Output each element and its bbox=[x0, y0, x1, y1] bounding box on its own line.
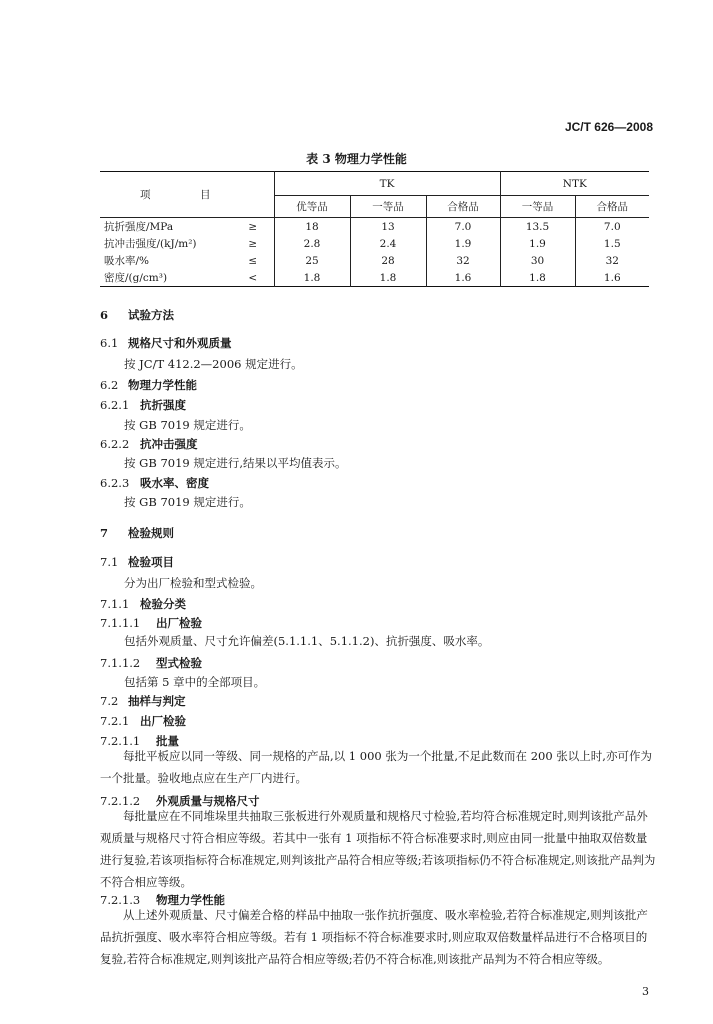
table-row bbox=[100, 269, 649, 287]
section-text-6-1: 按 JC/T 412.2—2006 规定进行。 bbox=[124, 357, 303, 371]
section-text-7-2-1-1: 每批平板应以同一等级、同一规格的产品,以 1 000 张为一个批量,不足此数而在 200 张以上时,亦可作为一个批量。验收地点应在生产厂内进行。 bbox=[100, 749, 652, 785]
section-text-7-1-1-1: 包括外观质量、尺寸允许偏差(5.1.1.1、5.1.1.2)、抗折强度、吸水率。 bbox=[124, 634, 490, 648]
table-row bbox=[100, 235, 649, 252]
section-heading-7-2-1-1: 7.2.1.1 批量 bbox=[100, 734, 179, 748]
row-symbol: ≤ bbox=[248, 254, 258, 267]
table-cell: 13 bbox=[350, 218, 426, 236]
row-name: 抗冲击强度/(kJ/m²) bbox=[104, 238, 197, 250]
section-heading-6: 6 试验方法 bbox=[100, 308, 174, 322]
table-cell: 1.9 bbox=[500, 235, 575, 252]
section-heading-7-2-1-2: 7.2.1.2 外观质量与规格尺寸 bbox=[100, 794, 260, 808]
row-name: 抗折强度/MPa bbox=[104, 221, 174, 233]
table-row bbox=[100, 218, 649, 236]
section-heading-7: 7 检验规则 bbox=[100, 526, 174, 540]
table-cell: 25 bbox=[274, 252, 350, 269]
group-header-ntk: NTK bbox=[500, 172, 649, 196]
section-heading-7-2: 7.2 抽样与判定 bbox=[100, 694, 186, 708]
table-cell: 28 bbox=[350, 252, 426, 269]
table-cell: 32 bbox=[426, 252, 500, 269]
row-name: 吸水率/% bbox=[104, 255, 150, 267]
sub-header: 合格品 bbox=[426, 196, 500, 218]
section-heading-6-2-2: 6.2.2 抗冲击强度 bbox=[100, 437, 198, 451]
section-heading-7-2-1: 7.2.1 出厂检验 bbox=[100, 714, 186, 728]
section-text-6-2-2: 按 GB 7019 规定进行,结果以平均值表示。 bbox=[124, 456, 347, 470]
section-heading-6-2: 6.2 物理力学性能 bbox=[100, 378, 197, 392]
row-symbol: ≥ bbox=[248, 220, 258, 233]
table-cell: 30 bbox=[500, 252, 575, 269]
column-header-item: 项 目 bbox=[100, 172, 274, 218]
page-number: 3 bbox=[642, 985, 649, 998]
section-text-7-1: 分为出厂检验和型式检验。 bbox=[124, 576, 262, 590]
table-cell: 7.0 bbox=[426, 218, 500, 236]
sub-header: 一等品 bbox=[350, 196, 426, 218]
table-cell: 2.8 bbox=[274, 235, 350, 252]
section-heading-7-2-1-3: 7.2.1.3 物理力学性能 bbox=[100, 893, 225, 907]
table-cell: 32 bbox=[575, 252, 649, 269]
section-heading-7-1-1-2: 7.1.1.2 型式检验 bbox=[100, 656, 202, 670]
row-symbol: < bbox=[248, 271, 258, 284]
table-cell: 2.4 bbox=[350, 235, 426, 252]
row-name: 密度/(g/cm³) bbox=[104, 272, 168, 284]
section-text-7-2-1-3: 从上述外观质量、尺寸偏差合格的样品中抽取一张作抗折强度、吸水率检验,若符合标准规定,则判该批产品抗折强度、吸水率符合相应等级。若有 1 项指标不符合标准要求时,则应取双倍数量样品进行不合格项目的复验,若符合标准规定,则判该批产品符合相应等级;若仍不符合标准,则该批产品判为不符合相应等级。 bbox=[100, 908, 648, 966]
section-heading-7-1-1-1: 7.1.1.1 出厂检验 bbox=[100, 616, 202, 630]
row-symbol: ≥ bbox=[248, 237, 258, 250]
section-heading-7-1-1: 7.1.1 检验分类 bbox=[100, 597, 186, 611]
section-heading-6-2-3: 6.2.3 吸水率、密度 bbox=[100, 476, 209, 490]
section-heading-7-1: 7.1 检验项目 bbox=[100, 555, 174, 569]
sub-header: 优等品 bbox=[274, 196, 350, 218]
table-cell: 7.0 bbox=[575, 218, 649, 236]
table-cell: 1.8 bbox=[350, 269, 426, 287]
table-row bbox=[100, 252, 649, 269]
table-cell: 1.8 bbox=[274, 269, 350, 287]
table-cell: 1.5 bbox=[575, 235, 649, 252]
table-cell: 1.6 bbox=[426, 269, 500, 287]
group-header-tk: TK bbox=[274, 172, 500, 196]
table-cell: 1.8 bbox=[500, 269, 575, 287]
section-heading-6-2-1: 6.2.1 抗折强度 bbox=[100, 398, 186, 412]
sub-header: 合格品 bbox=[575, 196, 649, 218]
sub-header: 一等品 bbox=[500, 196, 575, 218]
section-text-7-2-1-2: 每批量应在不同堆垛里共抽取三张板进行外观质量和规格尺寸检验,若均符合标准规定时,则判该批产品外观质量与规格尺寸符合相应等级。若其中一张有 1 项指标不符合标准要求时,则应由同一批量中抽取双倍数量进行复验,若该项指标符合标准规定,则判该批产品符合相应等级;若该项指标仍不符合标准规定,则该批产品判为不符合相应等级。 bbox=[100, 809, 656, 889]
section-text-7-1-1-2: 包括第 5 章中的全部项目。 bbox=[124, 675, 266, 689]
section-text-6-2-3: 按 GB 7019 规定进行。 bbox=[124, 495, 251, 509]
table-cell: 1.9 bbox=[426, 235, 500, 252]
section-text-6-2-1: 按 GB 7019 规定进行。 bbox=[124, 418, 251, 432]
physical-properties-table bbox=[100, 171, 649, 287]
table-cell: 1.6 bbox=[575, 269, 649, 287]
table-cell: 13.5 bbox=[500, 218, 575, 236]
table-title: 表 3 物理力学性能 bbox=[306, 152, 407, 166]
section-heading-6-1: 6.1 规格尺寸和外观质量 bbox=[100, 336, 232, 350]
standard-code: JC/T 626—2008 bbox=[564, 120, 653, 134]
table-cell: 18 bbox=[274, 218, 350, 236]
